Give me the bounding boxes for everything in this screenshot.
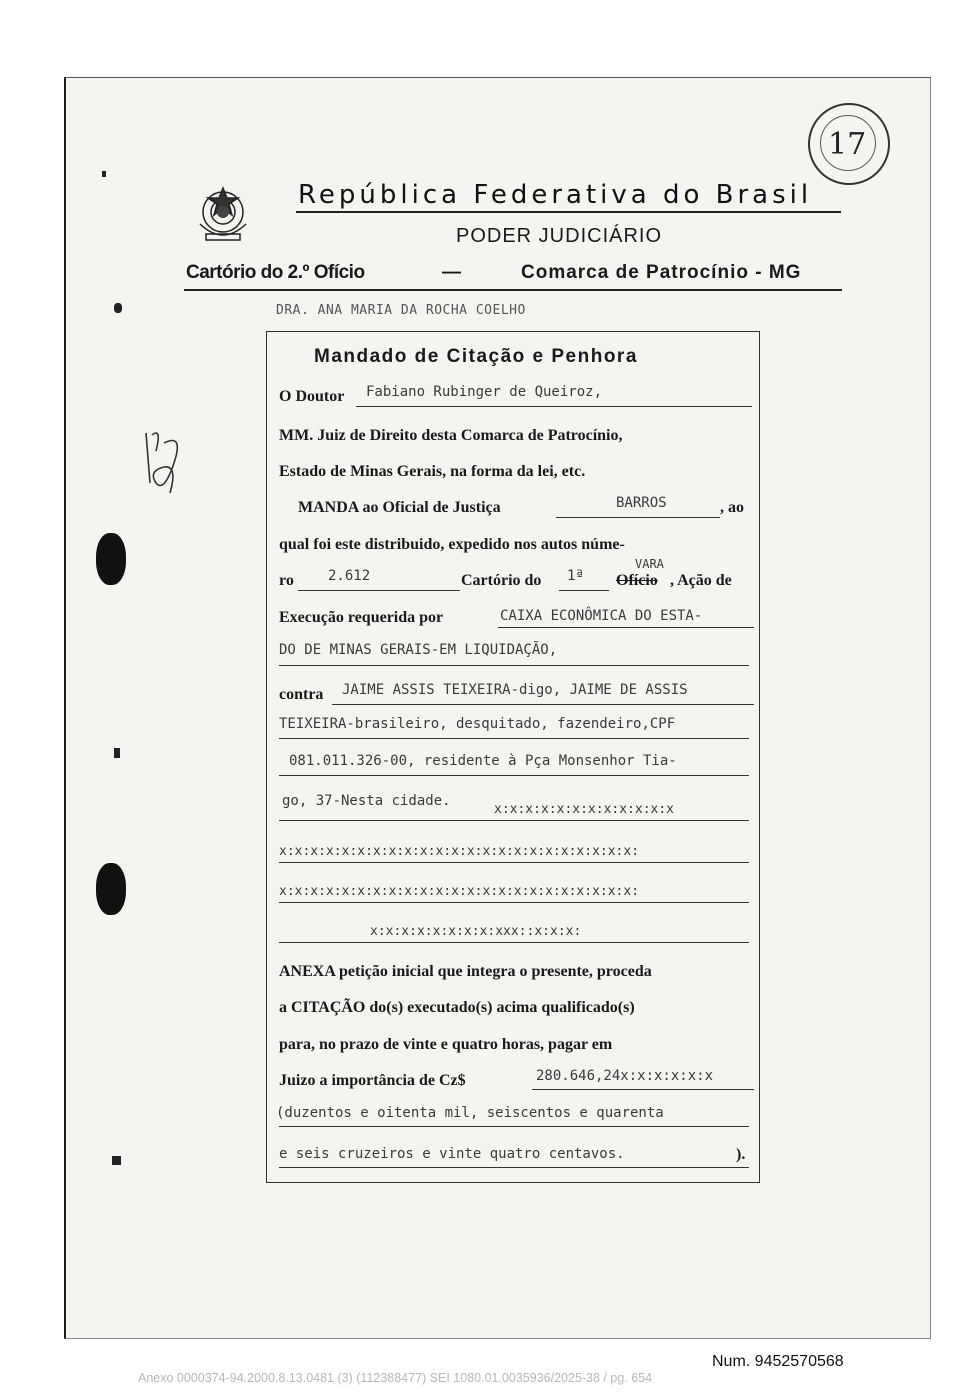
acao-label: , Ação de bbox=[670, 572, 732, 589]
filler-line-2: x:x:x:x:x:x:x:x:x:x:x:x:x:x:x:x:x:x:x:x:x:x:x: bbox=[279, 844, 640, 859]
vara-underline bbox=[559, 590, 609, 591]
process-underline bbox=[298, 590, 460, 591]
title-underline bbox=[296, 211, 841, 213]
line-distribuido: qual foi este distribuido, expedido nos autos núme- bbox=[279, 536, 625, 553]
comarca-label: Comarca de Patrocínio - MG bbox=[521, 262, 802, 283]
coat-of-arms-icon bbox=[192, 184, 254, 248]
importancia-label: Juizo a importância de Cz$ bbox=[279, 1072, 466, 1089]
doctor-underline bbox=[356, 406, 752, 407]
filler-line-1: x:x:x:x:x:x:x:x:x:x:x:x bbox=[494, 802, 675, 817]
anexa-line-2: a CITAÇÃO do(s) executado(s) acima qualificado(s) bbox=[279, 999, 635, 1016]
document-number: Num. 9452570568 bbox=[712, 1353, 844, 1370]
amount-value: 280.646,24x:x:x:x:x:x bbox=[536, 1068, 714, 1084]
judge-name-header: DRA. ANA MARIA DA ROCHA COELHO bbox=[276, 303, 526, 318]
document-sheet bbox=[64, 77, 931, 1339]
executado-underline-1 bbox=[332, 704, 754, 705]
filler-underline-3 bbox=[279, 902, 749, 903]
vara-word: VARA bbox=[635, 557, 664, 571]
anexa-line-1: ANEXA petição inicial que integra o presente, proceda bbox=[279, 963, 652, 980]
filler-underline-1 bbox=[279, 820, 749, 821]
filler-line-4: x:x:x:x:x:x:x:x:xxx::x:x:x: bbox=[370, 924, 582, 939]
manda-label: MANDA ao Oficial de Justiça bbox=[298, 499, 501, 516]
close-paren: ). bbox=[736, 1146, 746, 1163]
anexa-line-3: para, no prazo de vinte e quatro horas, pagar em bbox=[279, 1036, 613, 1053]
filler-underline-4 bbox=[279, 942, 749, 943]
poder-judiciario: PODER JUDICIÁRIO bbox=[456, 225, 663, 247]
requerente-line-1: CAIXA ECONÔMICA DO ESTA- bbox=[500, 608, 703, 624]
filler-line-3: x:x:x:x:x:x:x:x:x:x:x:x:x:x:x:x:x:x:x:x:x:x:x: bbox=[279, 884, 640, 899]
binder-hole-bottom bbox=[96, 863, 126, 915]
separator: — bbox=[442, 262, 461, 283]
requerente-line-2: DO DE MINAS GERAIS-EM LIQUIDAÇÃO, bbox=[279, 642, 558, 658]
header-underline bbox=[184, 289, 842, 291]
amount-words-underline-2 bbox=[279, 1167, 749, 1168]
contra-label: contra bbox=[279, 686, 324, 703]
margin-note bbox=[158, 470, 159, 471]
doctor-name: Fabiano Rubinger de Queiroz, bbox=[366, 384, 603, 400]
requerente-underline-2 bbox=[279, 665, 749, 666]
doctor-label: O Doutor bbox=[279, 388, 345, 405]
binder-mark bbox=[102, 171, 106, 177]
document-reference: Anexo 0000374-94.2000.8.13.0481 (3) (112388477) SEI 1080.01.0035936/2025-38 / pg. 654 bbox=[138, 1371, 653, 1385]
cartorio-do-label: Cartório do bbox=[461, 572, 542, 589]
oficial-name: BARROS bbox=[616, 495, 667, 511]
document-title: Mandado de Citação e Penhora bbox=[314, 346, 638, 367]
amount-words-2: e seis cruzeiros e vinte quatro centavos. bbox=[279, 1146, 625, 1162]
executado-line-1: JAIME ASSIS TEIXEIRA-digo, JAIME DE ASSIS bbox=[342, 682, 688, 698]
executado-line-4: go, 37-Nesta cidade. bbox=[282, 793, 451, 809]
manda-suffix: , ao bbox=[720, 499, 744, 516]
vara-number: 1ª bbox=[567, 568, 584, 584]
executado-underline-3 bbox=[279, 775, 749, 776]
binder-mark bbox=[112, 1156, 121, 1165]
line-estado: Estado de Minas Gerais, na forma da lei, etc. bbox=[279, 463, 586, 480]
stamp-number: 17 bbox=[828, 127, 867, 162]
executado-underline-2 bbox=[279, 738, 749, 739]
ro-label: ro bbox=[279, 572, 294, 589]
republic-title: República Federativa do Brasil bbox=[298, 180, 813, 210]
process-number: 2.612 bbox=[328, 568, 371, 584]
binder-hole-top bbox=[96, 533, 126, 585]
cartorio-label: Cartório do 2.º Ofício bbox=[186, 262, 365, 283]
seal-stamp bbox=[808, 103, 890, 185]
margin-signature-icon bbox=[134, 423, 190, 503]
amount-words-underline-1 bbox=[279, 1126, 749, 1127]
binder-mark bbox=[114, 303, 122, 313]
oficio-struck: Ofício bbox=[616, 572, 658, 589]
oficial-underline bbox=[556, 517, 720, 518]
amount-underline bbox=[532, 1089, 754, 1090]
executado-line-3: 081.011.326-00, residente à Pça Monsenhor Tia- bbox=[289, 753, 677, 769]
amount-words-1: (duzentos e oitenta mil, seiscentos e quarenta bbox=[276, 1105, 664, 1121]
filler-underline-2 bbox=[279, 862, 749, 863]
binder-mark bbox=[114, 748, 120, 758]
execucao-label: Execução requerida por bbox=[279, 609, 444, 626]
line-juiz: MM. Juiz de Direito desta Comarca de Patrocínio, bbox=[279, 427, 623, 444]
executado-line-2: TEIXEIRA-brasileiro, desquitado, fazendeiro,CPF bbox=[279, 716, 676, 732]
requerente-underline-1 bbox=[498, 627, 754, 628]
